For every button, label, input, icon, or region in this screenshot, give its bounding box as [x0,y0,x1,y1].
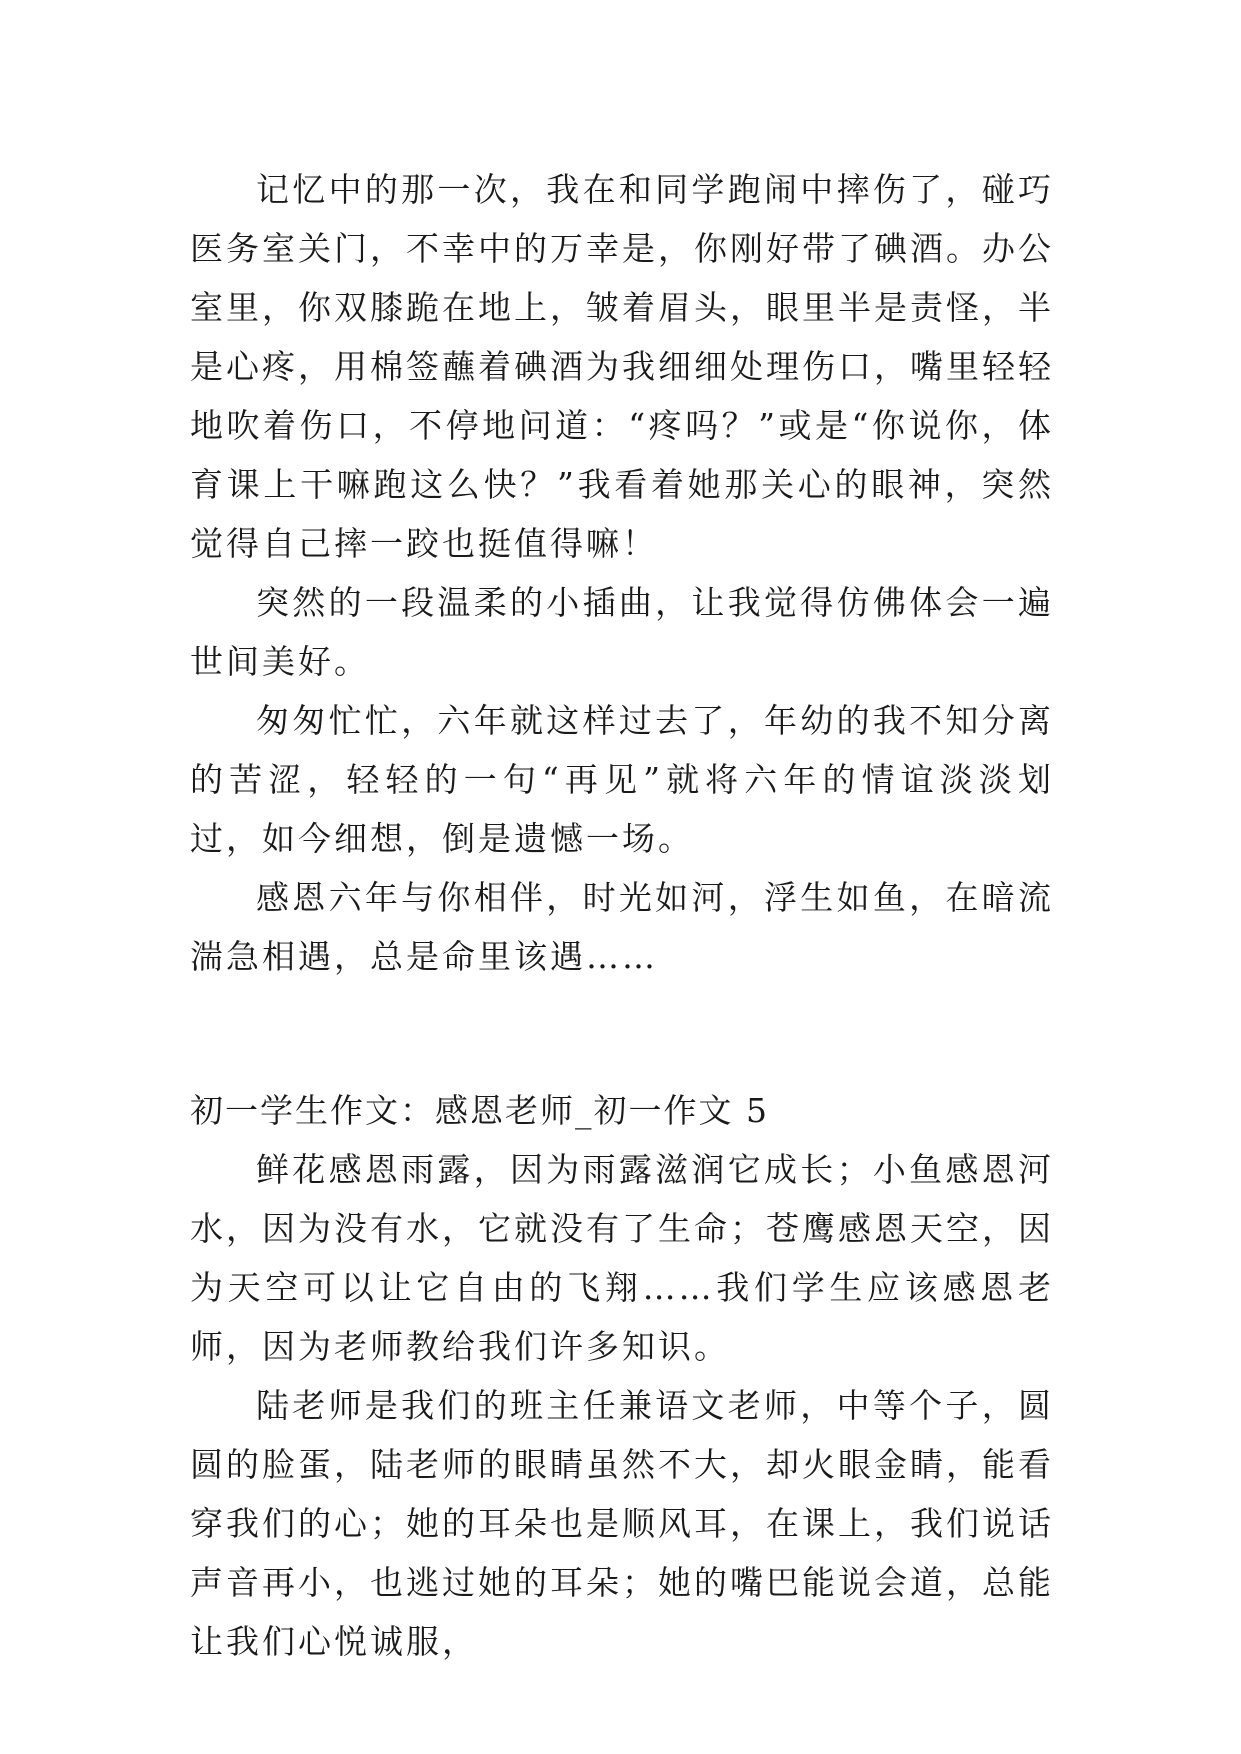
paragraph: 感恩六年与你相伴，时光如河，浮生如鱼，在暗流湍急相遇，总是命里该遇…… [190,878,1054,976]
paragraph: 鲜花感恩雨露，因为雨露滋润它成长；小鱼感恩河水，因为没有水，它就没有了生命；苍鹰感恩天空，因为天空可以让它自由的飞翔……我们学生应该感恩老师，因为老师教给我们许多知识。 [190,1150,1054,1366]
paragraph: 陆老师是我们的班主任兼语文老师，中等个子，圆圆的脸蛋，陆老师的眼睛虽然不大，却火眼金睛，能看穿我们的心；她的耳朵也是顺风耳，在课上，我们说话声音再小，也逃过她的耳朵；她的嘴巴能说会道，总能让我们心悦诚服， [190,1386,1054,1661]
paragraph: 记忆中的那一次，我在和同学跑闹中摔伤了，碰巧医务室关门，不幸中的万幸是，你刚好带了碘酒。办公室里，你双膝跪在地上，皱着眉头，眼里半是责怪，半是心疼，用棉签蘸着碘酒为我细细处理伤口，嘴里轻轻地吹着伤口，不停地问道：“疼吗？”或是“你说你，体育课上干嘛跑这么快？”我看着她那关心的眼神，突然觉得自己摔一跤也挺值得嘛！ [190,170,1054,563]
paragraph: 突然的一段温柔的小插曲，让我觉得仿佛体会一遍世间美好。 [190,583,1054,681]
essay-heading: 初一学生作文：感恩老师_初一作文 5 [190,1091,769,1130]
paragraph: 匆匆忙忙，六年就这样过去了，年幼的我不知分离的苦涩，轻轻的一句“再见”就将六年的情谊淡淡划过，如今细想，倒是遗憾一场。 [190,701,1054,858]
document-body [190,160,1054,1671]
